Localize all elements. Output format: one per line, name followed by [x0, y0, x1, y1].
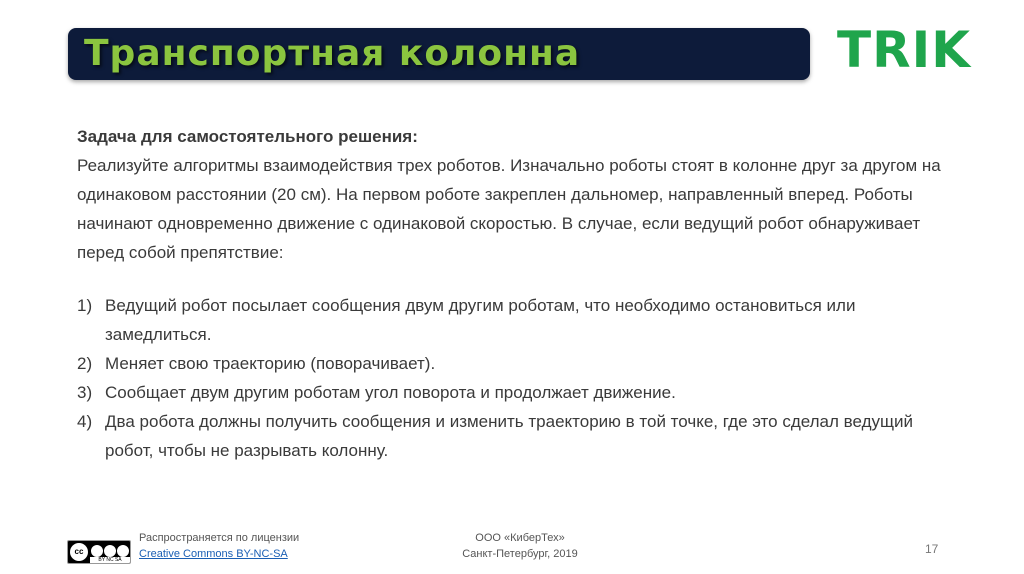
list-item	[77, 407, 957, 465]
list-item-text: Ведущий робот посылает сообщения двум другим роботам, что необходимо остановиться или замедлиться.	[105, 296, 856, 344]
cc-by-nc-sa-icon: cc BY NC SA	[67, 540, 131, 564]
list-item-number: 3)	[77, 383, 93, 402]
company-info	[450, 530, 590, 562]
list-item-text: Два робота должны получить сообщения и изменить траекторию в той точке, где это сделал ведущий робот, чтобы не разрывать колонну.	[105, 412, 913, 460]
city-year: Санкт-Петербург, 2019	[462, 548, 578, 560]
license-text: Распространяется по лицензии	[139, 532, 300, 544]
list-item	[77, 291, 957, 349]
list-item-number: 1)	[77, 296, 93, 315]
company-name: ООО «КиберТех»	[475, 532, 565, 544]
steps-list	[77, 291, 957, 465]
list-item-text: Сообщает двум другим роботам угол поворота и продолжает движение.	[105, 383, 676, 402]
title-bar	[68, 28, 810, 80]
trik-logo: TRIK	[837, 21, 971, 79]
list-item	[77, 378, 957, 407]
list-item	[77, 349, 957, 378]
slide-content	[77, 122, 957, 465]
license-block	[139, 530, 299, 562]
list-item-number: 2)	[77, 354, 93, 373]
task-subtitle: Задача для самостоятельного решения:	[77, 127, 418, 146]
license-link[interactable]: Creative Commons BY-NC-SA	[139, 548, 288, 560]
list-item-text: Меняет свою траекторию (поворачивает).	[105, 354, 436, 373]
task-intro: Реализуйте алгоритмы взаимодействия трех роботов. Изначально роботы стоят в колонне друг за другом на одинаковом расстоянии (20 см). На первом роботе закреплен дальномер, направленный вперед. Роботы начинают одновременно движение с одинаковой скоростью. В случае, если ведущий робот обнаруживает перед собой препятствие:	[77, 156, 941, 262]
page-number: 17	[925, 542, 939, 556]
page-title: Транспортная колонна	[84, 33, 581, 74]
list-item-number: 4)	[77, 412, 93, 431]
